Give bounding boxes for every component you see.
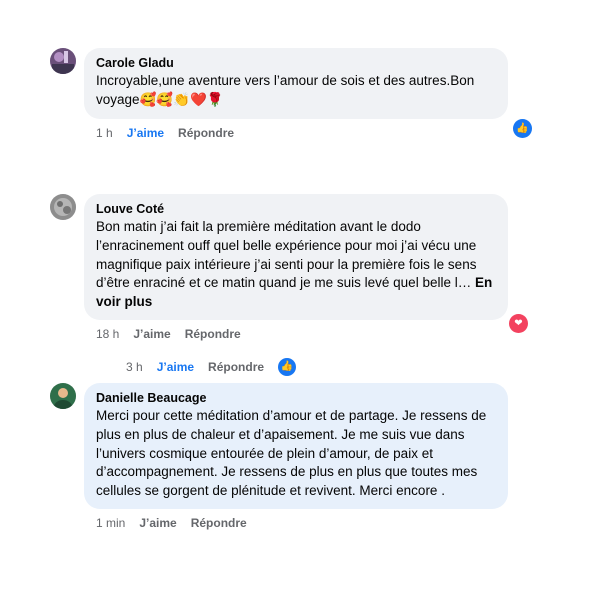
like-button[interactable]: J’aime: [156, 360, 195, 374]
comment-item: [50, 48, 508, 140]
comment-bubble: [84, 383, 508, 509]
comment-text: Merci pour cette méditation d’amour et de partage. Je ressens de plus en plus de chaleur et d’apaisement. Je me suis vue dans l’univers cosmique entourée de plein d’amour, de paix et d’accompagnement. Je ressens de plus en plus que toutes mes cellules se gorgent de plénitude et revivent. Merci encore .: [96, 408, 490, 498]
reply-button[interactable]: Répondre: [190, 516, 247, 531]
comment-author[interactable]: Louve Coté: [96, 202, 165, 216]
avatar[interactable]: [50, 383, 76, 409]
thumbs-up-glyph: 👍: [280, 361, 294, 372]
comment-actions: [84, 327, 241, 341]
comment-actions: [84, 126, 234, 140]
thumbs-up-icon[interactable]: [513, 119, 532, 138]
comment-author[interactable]: Danielle Beaucage: [96, 391, 207, 405]
reply-actions: [126, 358, 296, 376]
comment-text-main: Bon matin j’ai fait la première méditation avant le dodo l’enracinement ouff quel belle expérience pour moi j’ai vécu une magnifique paix intérieure j’ai senti pour la première fois le sens d’être enraciné et ce matin quand je me suis levé quel belle l…: [96, 219, 481, 291]
comment-actions: [84, 516, 247, 530]
like-button[interactable]: J’aime: [139, 516, 177, 531]
comment-timestamp: 1 min: [96, 516, 126, 531]
comment-text: Incroyable,une aventure vers l’amour de sois et des autres.Bon voyage🥰🥰👏❤️🌹: [96, 73, 478, 107]
like-button[interactable]: J’aime: [133, 327, 171, 342]
reply-button[interactable]: Répondre: [184, 327, 241, 342]
heart-icon[interactable]: [509, 314, 528, 333]
comment-item: [50, 383, 508, 530]
reply-button[interactable]: Répondre: [178, 125, 235, 140]
avatar[interactable]: [50, 194, 76, 220]
comment-bubble: [84, 194, 508, 320]
comment-item: [50, 194, 508, 341]
comment-body-wrap: [84, 48, 508, 140]
comment-text: [96, 218, 496, 311]
reply-button[interactable]: Répondre: [208, 360, 265, 374]
avatar[interactable]: [50, 48, 76, 74]
comment-timestamp: 18 h: [96, 327, 120, 342]
comment-timestamp: 1 h: [96, 125, 113, 140]
like-button[interactable]: J’aime: [126, 125, 165, 140]
comment-body-wrap: [84, 383, 508, 530]
heart-glyph: ❤: [514, 317, 523, 329]
thumbs-up-glyph: 👍: [516, 122, 529, 134]
reply-timestamp: 3 h: [126, 360, 143, 374]
comment-body-wrap: [84, 194, 508, 341]
see-more-link[interactable]: En voir plus: [96, 275, 496, 309]
comment-bubble: [84, 48, 508, 119]
comment-author[interactable]: Carole Gladu: [96, 56, 174, 70]
thumbs-up-icon[interactable]: [278, 358, 296, 376]
